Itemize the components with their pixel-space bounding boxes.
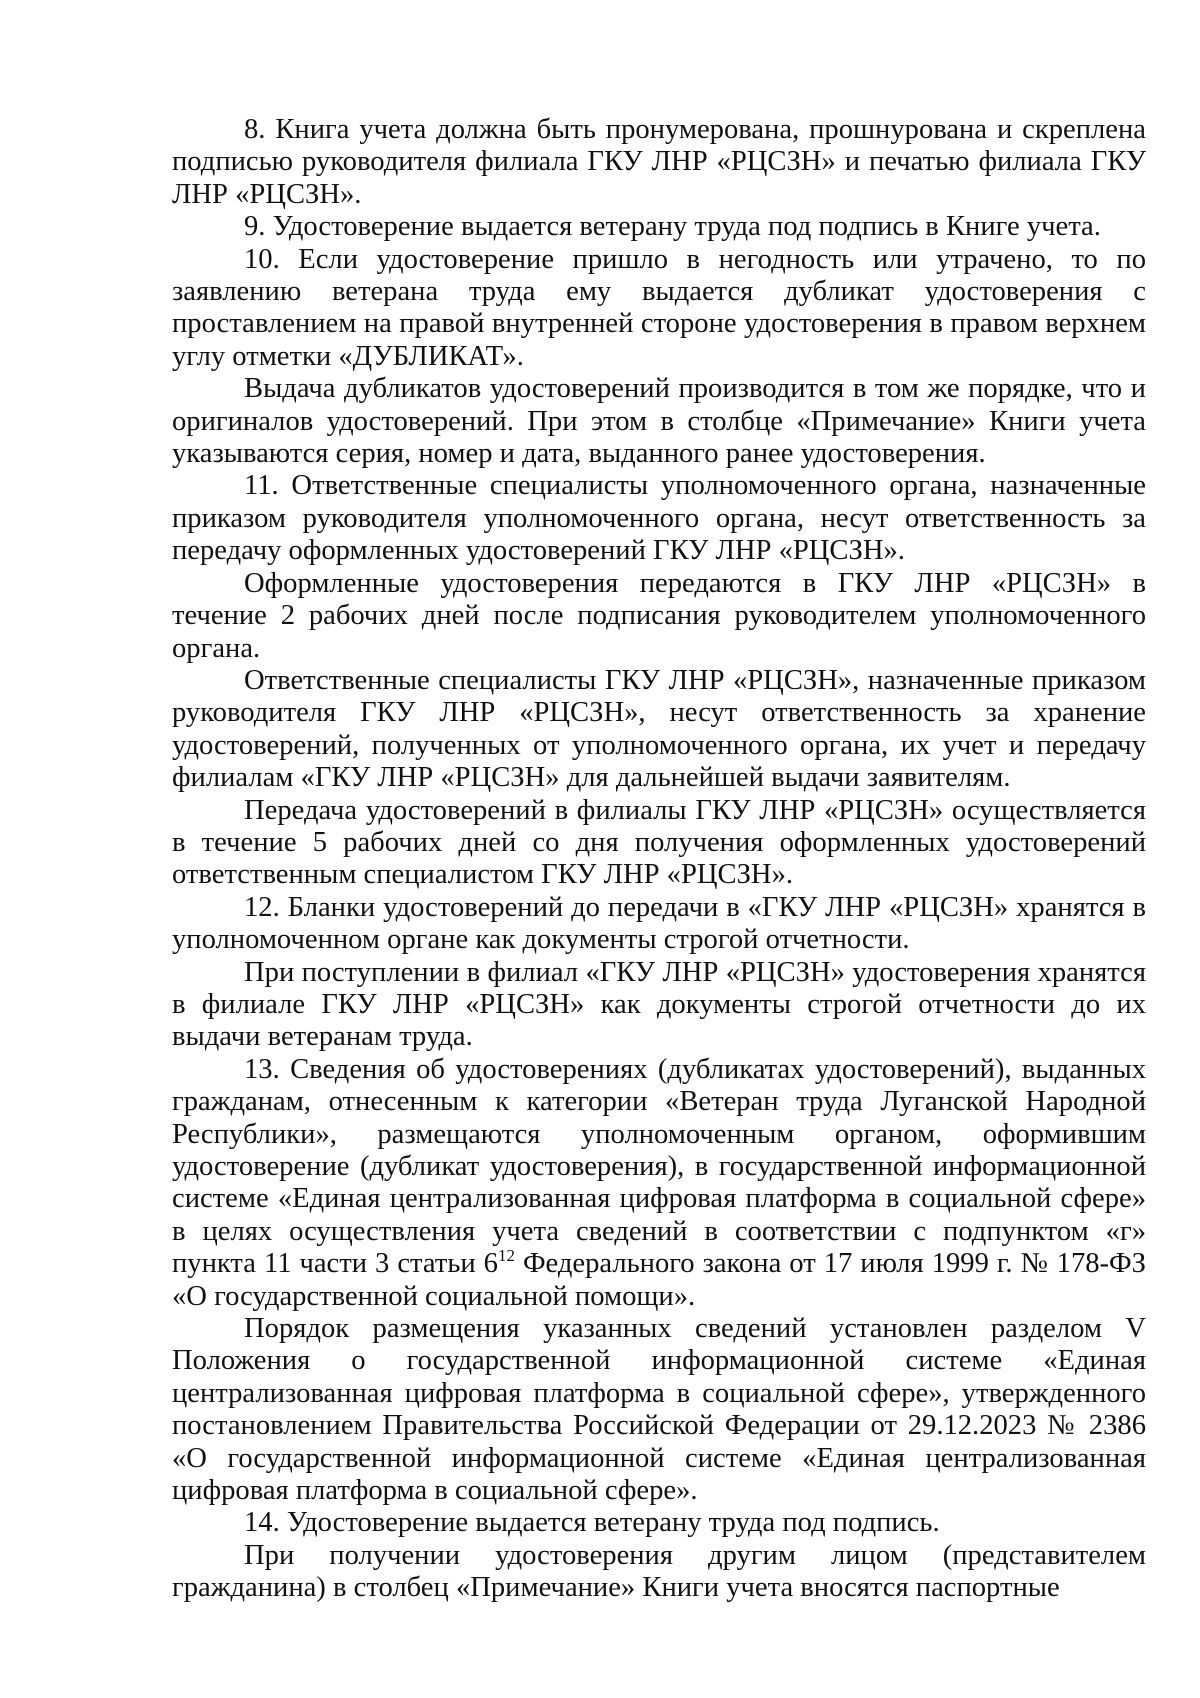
- paragraph-13-superscript: 12: [497, 1246, 515, 1266]
- document-body: [172, 114, 1146, 1605]
- paragraph-10: 10. Если удостоверение пришло в негодность или утрачено, то по заявлению ветерана труда ему выдается дубликат удостоверения с проставлением на правой внутренней стороне удостоверения в правом верхнем углу отметки «ДУБЛИКАТ».: [172, 243, 1146, 372]
- paragraph-13-procedure: Порядок размещения указанных сведений установлен разделом V Положения о государственной информационной системе «Единая централизованная цифровая платформа в социальной сфере», утвержденного постановлением Правительства Российской Федерации от 29.12.2023 № 2386 «О государственной информационной системе «Единая централизованная цифровая платформа в социальной сфере».: [172, 1313, 1146, 1507]
- paragraph-11: 11. Ответственные специалисты уполномоченного органа, назначенные приказом руководителя уполномоченного органа, несут ответственность за передачу оформленных удостоверений ГКУ ЛНР «РЦСЗН».: [172, 470, 1146, 567]
- paragraph-11-branches: Передача удостоверений в филиалы ГКУ ЛНР «РЦСЗН» осуществляется в течение 5 рабочих дней со дня получения оформленных удостоверений ответственным специалистом ГКУ ЛНР «РЦСЗН».: [172, 794, 1146, 891]
- paragraph-13-text-before: 13. Сведения об удостоверениях (дубликатах удостоверений), выданных гражданам, отнесенным к категории «Ветеран труда Луганской Народной Республики», размещаются уполномоченным органом, оформившим удостоверение (дубликат удостоверения), в государственной информационной системе «Единая централизованная цифровая платформа в социальной сфере» в целях осуществления учета сведений в соответствии с подпунктом «г» пункта 11 части 3 статьи 6: [172, 1053, 1146, 1280]
- paragraph-9: 9. Удостоверение выдается ветерану труда под подпись в Книге учета.: [244, 211, 1101, 243]
- paragraph-13-text-after: Федерального закона от 17 июля 1999 г. № 178-ФЗ «О государственной социальной помощи».: [172, 1248, 1146, 1312]
- paragraph-14-representative: При получении удостоверения другим лицом (представителем гражданина) в столбец «Примечание» Книги учета вносятся паспортные: [172, 1539, 1146, 1604]
- paragraph-12-storage: При поступлении в филиал «ГКУ ЛНР «РЦСЗН» удостоверения хранятся в филиале ГКУ ЛНР «РЦСЗН» как документы строгой отчетности до их выдачи ветеранам труда.: [172, 956, 1146, 1053]
- paragraph-12: 12. Бланки удостоверений до передачи в «ГКУ ЛНР «РЦСЗН» хранятся в уполномоченном органе как документы строгой отчетности.: [172, 891, 1146, 956]
- paragraph-11-transfer: Оформленные удостоверения передаются в ГКУ ЛНР «РЦСЗН» в течение 2 рабочих дней после подписания руководителем уполномоченного органа.: [172, 567, 1146, 664]
- paragraph-14: 14. Удостоверение выдается ветерану труда под подпись.: [244, 1507, 940, 1539]
- paragraph-11-responsible: Ответственные специалисты ГКУ ЛНР «РЦСЗН», назначенные приказом руководителя ГКУ ЛНР «РЦСЗН», несут ответственность за хранение удостоверений, полученных от уполномоченного органа, их учет и передачу филиалам «ГКУ ЛНР «РЦСЗН» для дальнейшей выдачи заявителям.: [172, 664, 1146, 794]
- paragraph-13: [172, 1054, 1146, 1313]
- paragraph-8: 8. Книга учета должна быть пронумерована, прошнурована и скреплена подписью руководителя филиала ГКУ ЛНР «РЦСЗН» и печатью филиала ГКУ ЛНР «РЦСЗН».: [172, 114, 1146, 210]
- paragraph-10-duplicates: Выдача дубликатов удостоверений производится в том же порядке, что и оригиналов удостоверений. При этом в столбце «Примечание» Книги учета указываются серия, номер и дата, выданного ранее удостоверения.: [172, 373, 1146, 470]
